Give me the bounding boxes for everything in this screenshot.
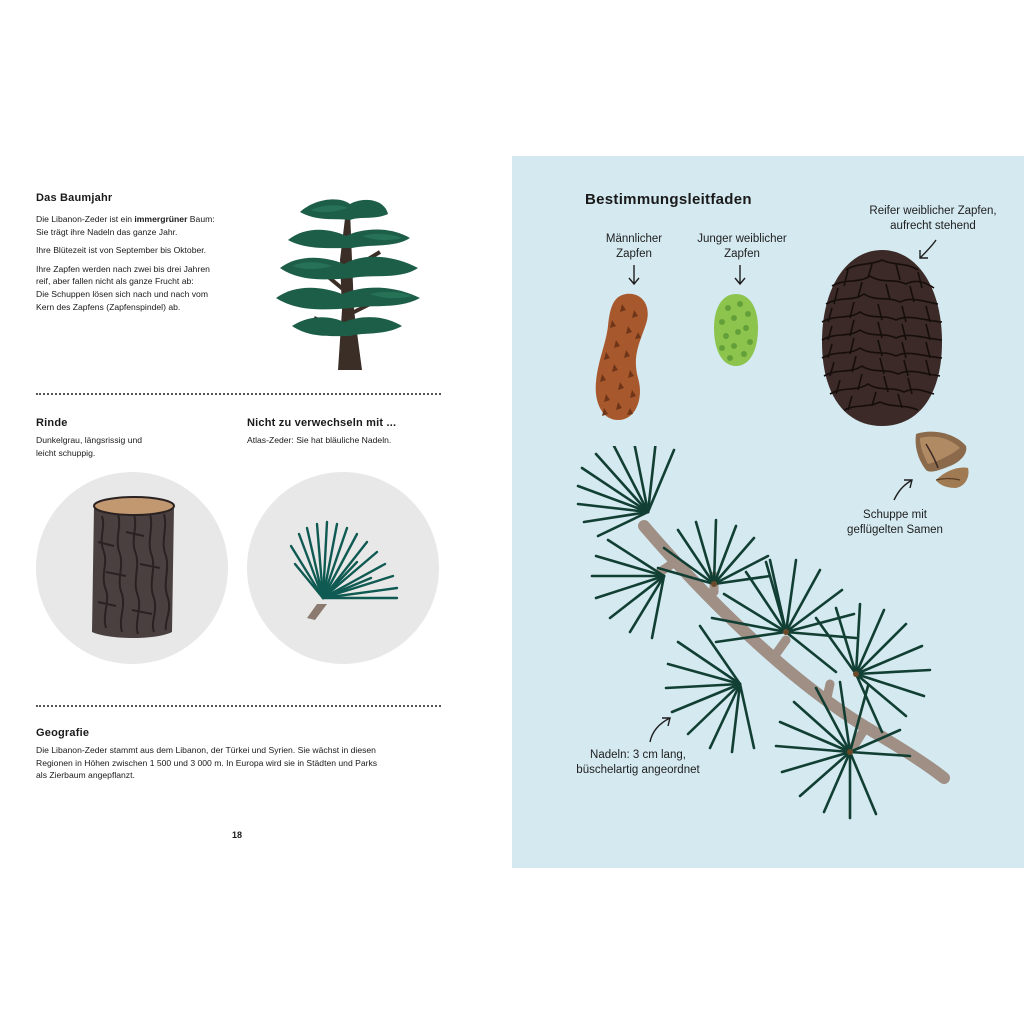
divider-bottom xyxy=(36,705,441,707)
needles-label: Nadeln: 3 cm lang, büschelartig angeordnet xyxy=(576,749,700,776)
baumjahr-text: Die Libanon-Zeder ist ein immergrüner Baum: Sie trägt ihre Nadeln das ganze Jahr. Ihre Blütezeit ist von September bis Oktober. Ihre Zapfen werden nach zwei bis drei Jahren reif, aber fallen nicht als ganze Frucht ab: Die Schuppen lösen sich nach und nach vom Kern des Zapfens (Zapfenspindel) ab. xyxy=(36,214,215,312)
baumjahr-heading: Das Baumjahr xyxy=(36,192,113,204)
geografie-heading: Geografie xyxy=(36,727,90,739)
right-page-identification-guide xyxy=(512,156,1024,868)
needle-sprig-circle xyxy=(247,472,439,664)
geografie-text: Die Libanon-Zeder stammt aus dem Libanon, der Türkei und Syrien. Sie wächst in diesen Regionen in Höhen zwischen 1 500 und 3 000 m. In Europa wird sie in Städten und Parks als Zierbaum angepflanzt. xyxy=(36,745,378,781)
rinde-text: Dunkelgrau, längsrissig und leicht schuppig. xyxy=(36,435,143,458)
guide-title: Bestimmungsleitfaden xyxy=(585,191,752,208)
needles-arrow-icon xyxy=(646,714,674,744)
mature-cone-label: Reifer weiblicher Zapfen, aufrecht stehend xyxy=(869,205,997,232)
verwechseln-text: Atlas-Zeder: Sie hat bläuliche Nadeln. xyxy=(247,435,392,445)
scale-label: Schuppe mit geflügelten Samen xyxy=(847,509,943,536)
young-cone-illustration xyxy=(712,292,760,368)
atlas-cedar-sprig-illustration xyxy=(247,472,439,664)
young-cone-label: Junger weiblicher Zapfen xyxy=(697,233,787,260)
verwechseln-heading: Nicht zu verwechseln mit ... xyxy=(247,417,397,429)
left-page xyxy=(0,0,500,1024)
cedar-tree-illustration xyxy=(270,190,430,372)
bark-circle xyxy=(36,472,228,664)
bark-log-illustration xyxy=(36,472,228,664)
male-cone-arrow-icon xyxy=(628,264,640,286)
page-number: 18 xyxy=(232,830,243,840)
young-cone-arrow-icon xyxy=(734,264,746,286)
mature-cone-illustration xyxy=(818,246,946,430)
rinde-heading: Rinde xyxy=(36,417,68,429)
male-cone-illustration xyxy=(592,290,654,424)
male-cone-label: Männlicher Zapfen xyxy=(605,233,663,260)
divider-top xyxy=(36,393,441,395)
